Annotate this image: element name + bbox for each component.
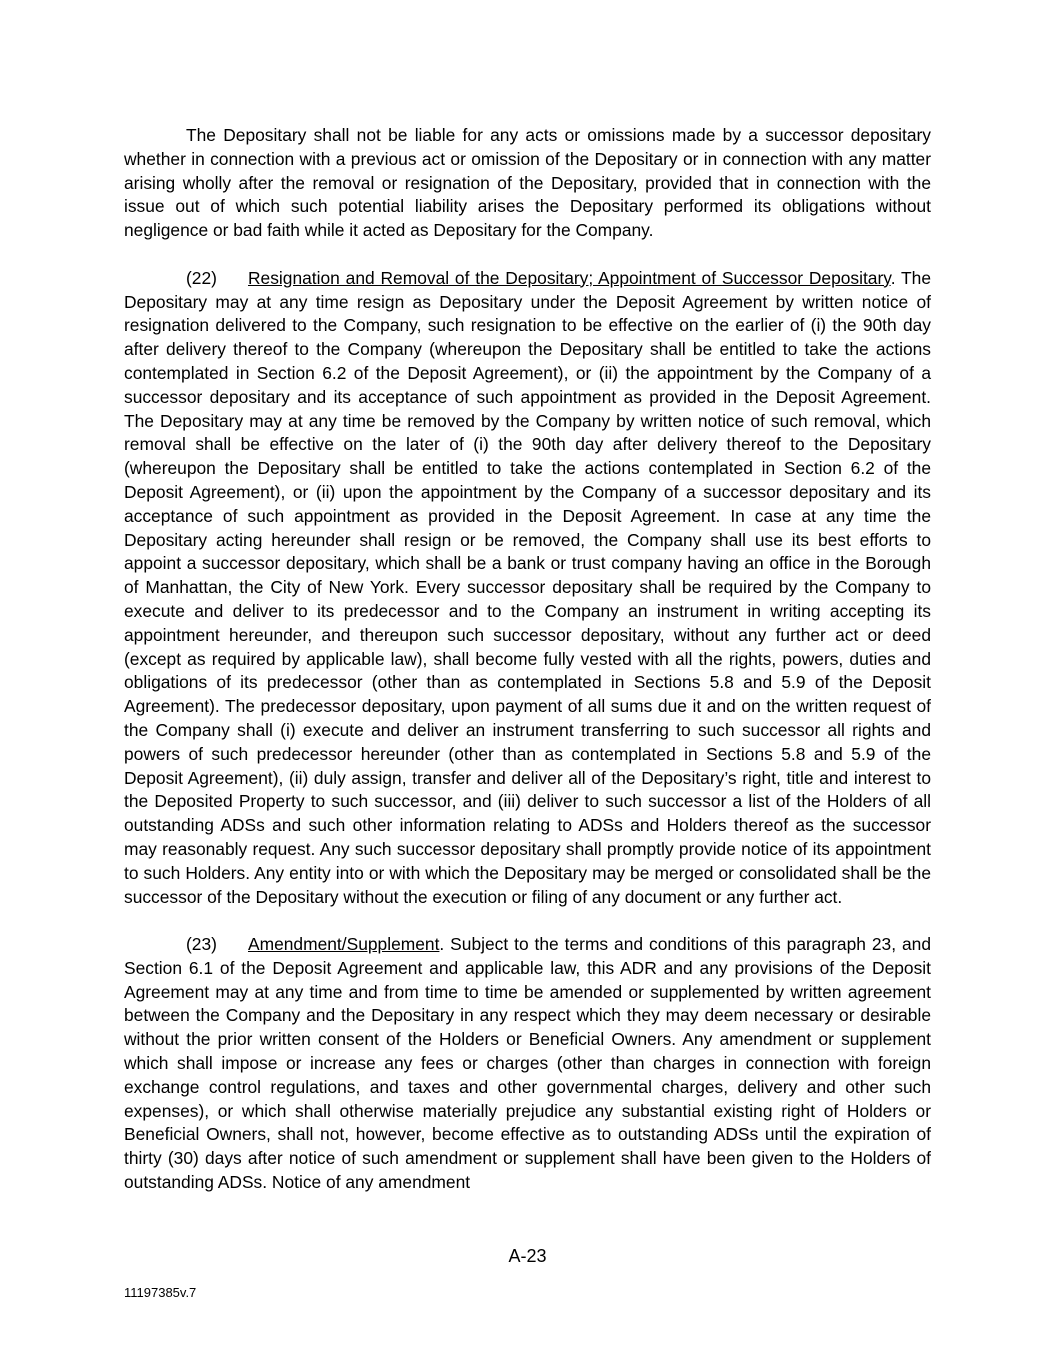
paragraph-text: . The Depositary may at any time resign as Depositary under the Deposit Agreement by written notice of resignation delivered to the Company, such resignation to be effective on the earlier of (i) the 90th day after delivery thereof to the Company (whereupon the Depositary shall be entitled to take the actions contemplated in Section 6.2 of the Deposit Agreement), or (ii) the appointment by the Company of a successor depositary and its acceptance of such appointment as provided in the Deposit Agreement. The Depositary may at any time be removed by the Company by written notice of such removal, which removal shall be effective on the later of (i) the 90th day after delivery thereof to the Depositary (whereupon the Depositary shall be entitled to take the actions contemplated in Section 6.2 of the Deposit Agreement), or (ii) upon the appointment by the Company of a successor depositary and its acceptance of such appointment as provided in the Deposit Agreement. In case at any time the Depositary acting hereunder shall resign or be removed, the Company shall use its best efforts to appoint a successor depositary, which shall be a bank or trust company having an office in the Borough of Manhattan, the City of New York. Every successor depositary shall be required by the Company to execute and deliver to its predecessor and to the Company an instrument in writing accepting its appointment hereunder, and thereupon such successor depositary, without any further act or deed (except as required by applicable law), shall become fully vested with all the rights, powers, duties and obligations of its predecessor (other than as contemplated in Sections 5.8 and 5.9 of the Deposit Agreement). The predecessor depositary, upon payment of all sums due it and on the written request of the Company shall (i) execute and deliver an instrument transferring to such successor all rights and powers of such predecessor hereunder (other than as contemplated in Sections 5.8 and 5.9 of the Deposit Agreement), (ii) duly assign, transfer and deliver all of the Depositary’s right, title and interest to the Deposited Property to such successor, and (iii) deliver to such successor a list of the Holders of all outstanding ADSs and such other information relating to ADSs and Holders thereof as the successor may reasonably request. Any such successor depositary shall promptly provide notice of its appointment to such Holders. Any entity into or with which the Depositary may be merged or consolidated shall be the successor of the Depositary without the execution or filing of any document or any further act. (124, 267, 931, 907)
paragraph-text: . Subject to the terms and conditions of this paragraph 23, and Section 6.1 of the Deposit Agreement and applicable law, this ADR and any provisions of the Deposit Agreement may at any time and from time to time be amended or supplemented by written agreement between the Company and the Depositary in any respect which they may deem necessary or desirable without the prior written consent of the Holders or Beneficial Owners. Any amendment or supplement which shall impose or increase any fees or charges (other than charges in connection with foreign exchange control regulations, and taxes and other governmental charges, delivery and other such expenses), or which shall otherwise materially prejudice any substantial existing right of Holders or Beneficial Owners, shall not, however, become effective as to outstanding ADSs until the expiration of thirty (30) days after notice of such amendment or supplement shall have been given to the Holders of outstanding ADSs. Notice of any amendment (124, 934, 931, 1193)
paragraph-number: (23) (186, 934, 217, 955)
document-id: 11197385v.7 (124, 1285, 197, 1300)
paragraph-text: The Depositary shall not be liable for any acts or omissions made by a successor depositary whether in connection with a previous act or omission of the Depositary or in connection with any matter arising wholly after the removal or resignation of the Depositary, provided that in connection with the issue out of which such potential liability arises the Depositary performed its obligations without negligence or bad faith while it acted as Depositary for the Company. (124, 125, 931, 241)
section-heading: Amendment/Supplement (248, 934, 440, 955)
section-heading: Resignation and Removal of the Depositary; Appointment of Successor Depositary (248, 267, 891, 288)
paragraph-23-amendment (124, 933, 931, 1195)
document-body (124, 124, 931, 1195)
paragraph-number: (22) (186, 267, 217, 288)
page-number: A-23 (508, 1246, 547, 1266)
paragraph-22-resignation-removal (124, 267, 931, 910)
paragraph-successor-liability (124, 124, 931, 243)
